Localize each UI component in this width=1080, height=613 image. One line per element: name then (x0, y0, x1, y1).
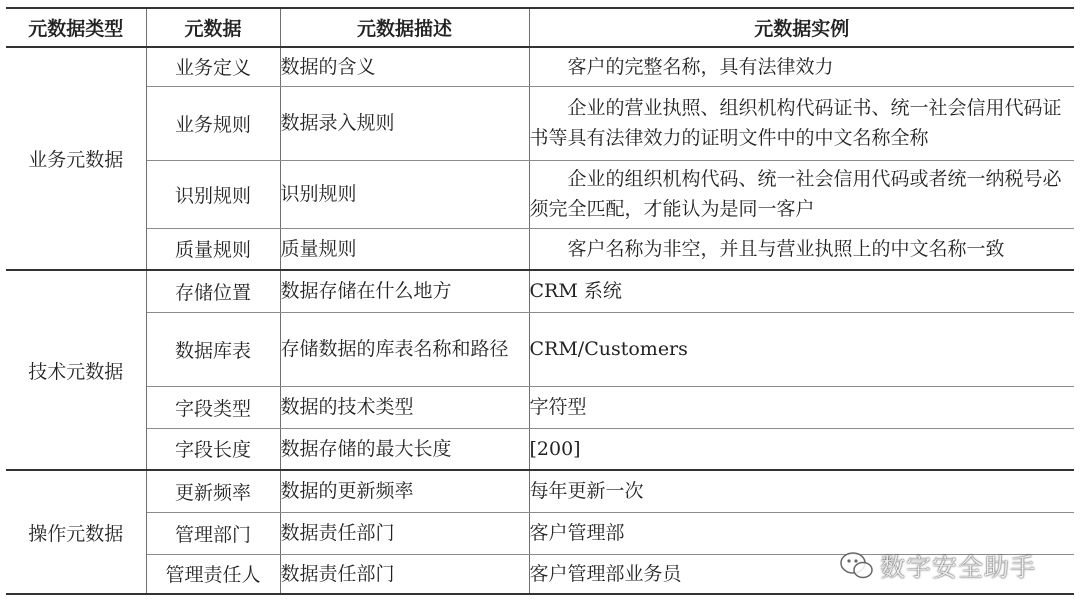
meta-cell: 识别规则 (146, 160, 280, 228)
table-row (6, 86, 1074, 160)
meta-cell: 字段类型 (146, 386, 280, 428)
desc-text: 存储数据的库表名称和路径 (280, 338, 509, 360)
example-cell: 客户管理部业务员 (529, 554, 1074, 594)
example-cell (529, 47, 1074, 86)
meta-cell: 存储位置 (146, 270, 280, 312)
table-row (6, 160, 1074, 228)
desc-cell: 数据的含义 (280, 47, 529, 86)
meta-cell: 管理部门 (146, 512, 280, 554)
meta-cell: 质量规则 (146, 228, 280, 270)
table-row (6, 47, 1074, 86)
example-cell: 客户管理部 (529, 512, 1074, 554)
table-row (6, 312, 1074, 386)
example-text: 客户的完整名称，具有法律效力 (567, 55, 834, 78)
desc-cell: 数据的更新频率 (280, 470, 529, 512)
meta-cell: 数据库表 (146, 312, 280, 386)
desc-cell: 数据存储在什么地方 (280, 270, 529, 312)
meta-cell: 管理责任人 (146, 554, 280, 594)
example-text: 企业的营业执照、组织机构代码证书、统一社会信用代码证书等具有法律效力的证明文件中的中文名称全称 (529, 97, 1062, 149)
group-type-cell: 业务元数据 (6, 47, 146, 270)
example-cell: 每年更新一次 (529, 470, 1074, 512)
example-cell (529, 228, 1074, 270)
desc-cell (280, 312, 529, 386)
desc-cell: 数据的技术类型 (280, 386, 529, 428)
example-cell (529, 86, 1074, 160)
example-cell: 字符型 (529, 386, 1074, 428)
group-type-cell: 操作元数据 (6, 470, 146, 594)
table-row (6, 228, 1074, 270)
header-type: 元数据类型 (6, 8, 146, 47)
example-text: 客户名称为非空，并且与营业执照上的中文名称一致 (567, 237, 1005, 260)
metadata-table (6, 7, 1074, 595)
meta-cell: 业务规则 (146, 86, 280, 160)
header-meta: 元数据 (146, 8, 280, 47)
meta-cell: 字段长度 (146, 428, 280, 470)
desc-cell: 数据存储的最大长度 (280, 428, 529, 470)
desc-cell: 识别规则 (280, 160, 529, 228)
table-row (6, 428, 1074, 470)
example-text: 企业的组织机构代码、统一社会信用代码或者统一纳税号必须完全匹配，才能认为是同一客户 (529, 168, 1062, 220)
example-cell: CRM/Customers (529, 312, 1074, 386)
desc-cell: 质量规则 (280, 228, 529, 270)
table-row (6, 386, 1074, 428)
meta-cell: 业务定义 (146, 47, 280, 86)
meta-cell: 更新频率 (146, 470, 280, 512)
header-row (6, 8, 1074, 47)
watermark-text: 数字安全助手 (880, 553, 1037, 582)
chat-bubble-icon (840, 551, 874, 581)
header-example: 元数据实例 (529, 8, 1074, 47)
example-cell: CRM 系统 (529, 270, 1074, 312)
group-type-cell: 技术元数据 (6, 270, 146, 470)
table-row (6, 270, 1074, 312)
desc-cell: 数据责任部门 (280, 554, 529, 594)
desc-cell: 数据责任部门 (280, 512, 529, 554)
header-desc: 元数据描述 (280, 8, 529, 47)
example-cell: [200] (529, 428, 1074, 470)
table-row (6, 470, 1074, 512)
watermark (840, 548, 1036, 584)
example-cell (529, 160, 1074, 228)
desc-cell: 数据录入规则 (280, 86, 529, 160)
